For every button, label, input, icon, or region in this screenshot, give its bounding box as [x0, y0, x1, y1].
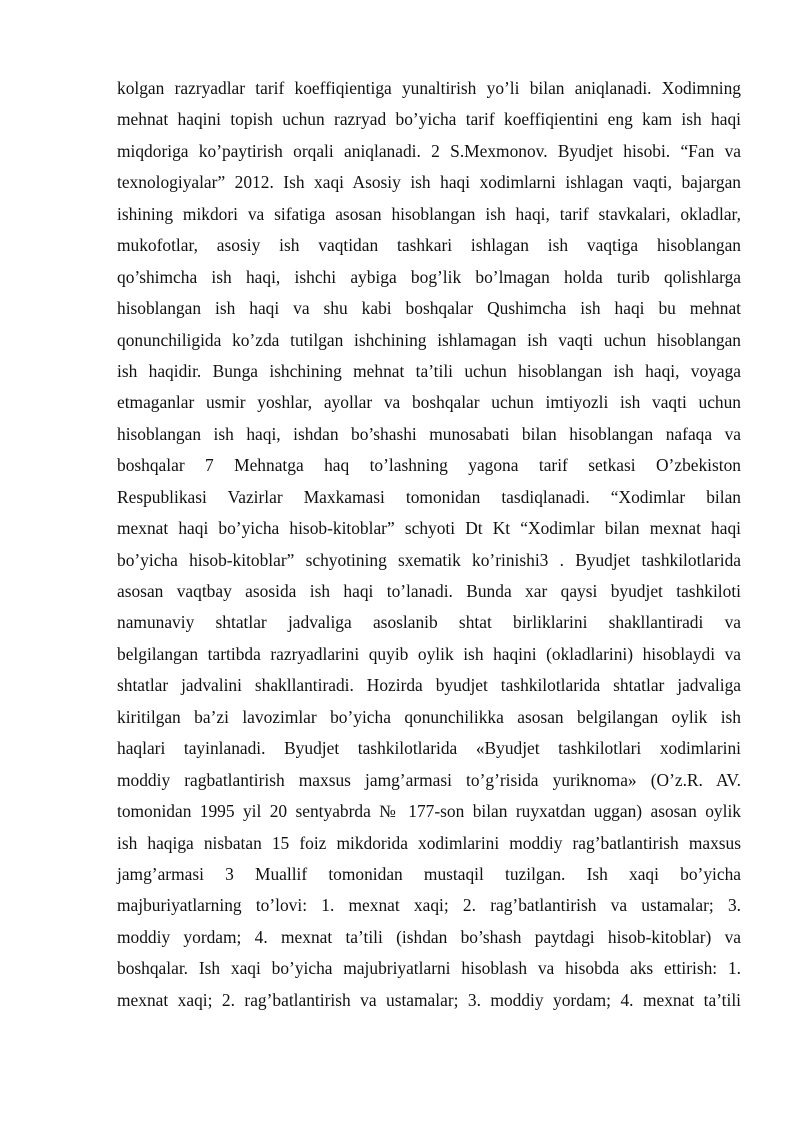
text-line: ishining mikdori va sifatiga asosan hisoblangan ish haqi, tarif stavkalari, okladlar,: [117, 203, 741, 224]
text-line: kiritilgan ba’zi lavozimlar bo’yicha qonunchilikka asosan belgilangan oylik ish: [117, 706, 741, 727]
text-line: majburiyatlarning to’lovi: 1. mexnat xaqi; 2. rag’batlantirish va ustamalar; 3.: [117, 895, 741, 916]
text-line: texnologiyalar” 2012. Ish xaqi Asosiy ish haqi xodimlarni ishlagan vaqti, bajargan: [117, 172, 741, 193]
text-line: ish haqiga nisbatan 15 foiz mikdorida xodimlarini moddiy rag’batlantirish maxsus: [117, 832, 741, 853]
text-line: Respublikasi Vazirlar Maxkamasi tomonidan tasdiqlanadi. “Xodimlar bilan: [117, 486, 741, 507]
text-line: mehnat haqini topish uchun razryad bo’yicha tarif koeffiqientini eng kam ish haqi: [117, 109, 741, 130]
body-text: [117, 73, 741, 1016]
text-line: haqlari tayinlanadi. Byudjet tashkilotlarida «Byudjet tashkilotlari xodimlarini: [117, 738, 741, 759]
text-line: qo’shimcha ish haqi, ishchi aybiga bog’lik bo’lmagan holda turib qolishlarga: [117, 266, 741, 287]
text-line: jamg’armasi 3 Muallif tomonidan mustaqil tuzilgan. Ish xaqi bo’yicha: [117, 863, 741, 884]
text-line: ish haqidir. Bunga ishchining mehnat ta’tili uchun hisoblangan ish haqi, voyaga: [117, 360, 741, 381]
text-line: belgilangan tartibda razryadlarini quyib oylik ish haqini (okladlarini) hisoblaydi va: [117, 643, 741, 664]
text-line: boshqalar 7 Mehnatga haq to’lashning yagona tarif setkasi O’zbekiston: [117, 455, 741, 476]
text-line: tomonidan 1995 yil 20 sentyabrda № 177-son bilan ruyxatdan uggan) asosan oylik: [117, 801, 741, 822]
text-line: mukofotlar, asosiy ish vaqtidan tashkari ishlagan ish vaqtiga hisoblangan: [117, 235, 741, 256]
text-line: moddiy ragbatlantirish maxsus jamg’armasi to’g’risida yuriknoma» (O’z.R. AV.: [117, 769, 741, 790]
text-line: etmaganlar usmir yoshlar, ayollar va boshqalar uchun imtiyozli ish vaqti uchun: [117, 392, 741, 413]
text-line: kolgan razryadlar tarif koeffiqientiga yunaltirish yo’li bilan aniqlanadi. Xodimning: [117, 78, 741, 98]
text-line: moddiy yordam; 4. mexnat ta’tili (ishdan bo’shash paytdagi hisob-kitoblar) va: [117, 926, 741, 947]
text-line: boshqalar. Ish xaqi bo’yicha majubriyatlarni hisoblash va hisobda aks ettirish: 1.: [117, 958, 741, 979]
text-line: hisoblangan ish haqi va shu kabi boshqalar Qushimcha ish haqi bu mehnat: [117, 298, 741, 319]
text-line: mexnat haqi bo’yicha hisob-kitoblar” schyoti Dt Kt “Xodimlar bilan mexnat haqi: [117, 518, 741, 539]
text-line: miqdoriga ko’paytirish orqali aniqlanadi. 2 S.Mexmonov. Byudjet hisobi. “Fan va: [117, 140, 741, 161]
text-line: asosan vaqtbay asosida ish haqi to’lanadi. Bunda xar qaysi byudjet tashkiloti: [117, 581, 741, 601]
text-line: qonunchiligida ko’zda tutilgan ishchining ishlamagan ish vaqti uchun hisoblangan: [117, 329, 741, 350]
text-line: hisoblangan ish haqi, ishdan bo’shashi munosabati bilan hisoblangan nafaqa va: [117, 423, 741, 444]
text-line: bo’yicha hisob-kitoblar” schyotining sxematik ko’rinishi3 . Byudjet tashkilotlarida: [117, 549, 741, 570]
text-line: shtatlar jadvalini shakllantiradi. Hozirda byudjet tashkilotlarida shtatlar jadvaliga: [117, 675, 741, 696]
text-line: namunaviy shtatlar jadvaliga asoslanib shtat birliklarini shakllantiradi va: [117, 612, 741, 633]
text-line: mexnat xaqi; 2. rag’batlantirish va ustamalar; 3. moddiy yordam; 4. mexnat ta’tili: [117, 989, 741, 1010]
